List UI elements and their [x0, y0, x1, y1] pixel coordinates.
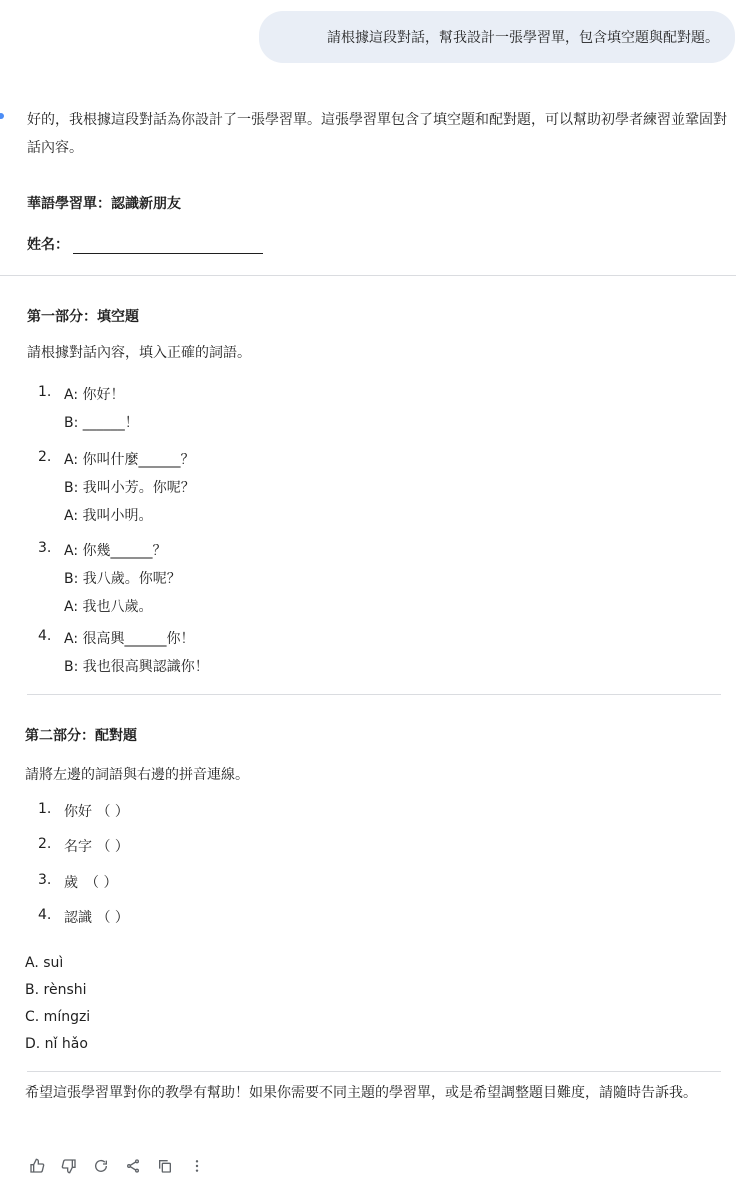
user-message-bubble	[259, 11, 735, 63]
dialog-line: A: 我叫小明。	[64, 508, 153, 524]
copy-icon[interactable]	[155, 1156, 175, 1176]
thumbs-down-icon[interactable]	[59, 1156, 79, 1176]
dialog-line: B: 我叫小芳。你呢？	[64, 480, 195, 496]
closing-paragraph: 希望這張學習單對你的教學有幫助！如果你需要不同主題的學習單，或是希望調整題目難度，請隨時告訴我。	[25, 1085, 697, 1101]
name-field	[27, 234, 263, 254]
intro-paragraph: 好的，我根據這段對話為你設計了一張學習單。這張學習單包含了填空題和配對題，可以幫助初學者練習並鞏固對話內容。	[27, 112, 727, 156]
part1-instruction: 請根據對話內容，填入正確的詞語。	[27, 345, 251, 361]
worksheet-title: 華語學習單：認識新朋友	[27, 196, 181, 212]
item-number: 1.	[38, 384, 52, 400]
dialog-line: A: 很高興______你！	[64, 631, 195, 647]
regenerate-icon[interactable]	[91, 1156, 111, 1176]
part2-title: 第二部分：配對題	[25, 728, 137, 744]
dialog-line: A: 你幾______？	[64, 543, 167, 559]
gemini-spark-icon	[0, 113, 4, 119]
match-word: 名字 （ ）	[64, 839, 129, 855]
pinyin-option: A. suì	[25, 955, 64, 971]
dialog-line: A: 你好！	[64, 387, 125, 403]
item-number: 2.	[38, 449, 52, 465]
match-word: 你好 （ ）	[64, 804, 129, 820]
user-message-text: 請根據這段對話，幫我設計一張學習單，包含填空題與配對題。	[327, 30, 719, 46]
name-label: 姓名：	[27, 237, 69, 253]
pinyin-option: D. nǐ hǎo	[25, 1036, 88, 1052]
item-number: 3.	[38, 540, 52, 556]
divider	[27, 694, 721, 695]
share-icon[interactable]	[123, 1156, 143, 1176]
response-actions	[27, 1156, 207, 1176]
thumbs-up-icon[interactable]	[27, 1156, 47, 1176]
pinyin-option: B. rènshi	[25, 982, 87, 998]
dialog-line: B: 我也很高興認識你！	[64, 659, 209, 675]
divider	[27, 1071, 721, 1072]
item-number: 4.	[38, 628, 52, 644]
item-number: 1.	[38, 801, 52, 817]
item-number: 2.	[38, 836, 52, 852]
part2-instruction: 請將左邊的詞語與右邊的拼音連線。	[25, 767, 249, 783]
pinyin-option: C. míngzi	[25, 1009, 91, 1025]
dialog-line: B: ______！	[64, 415, 139, 431]
dialog-line: B: 我八歲。你呢？	[64, 571, 181, 587]
dialog-line: A: 你叫什麼______？	[64, 452, 195, 468]
part1-title: 第一部分：填空題	[27, 309, 139, 325]
dialog-line: A: 我也八歲。	[64, 599, 153, 615]
match-word: 認識 （ ）	[64, 910, 129, 926]
divider	[0, 275, 736, 276]
more-options-icon[interactable]	[187, 1156, 207, 1176]
name-blank	[73, 239, 263, 254]
item-number: 4.	[38, 907, 52, 923]
match-word: 歲 （ ）	[64, 875, 118, 891]
pinyin-options	[25, 950, 90, 1058]
item-number: 3.	[38, 872, 52, 888]
